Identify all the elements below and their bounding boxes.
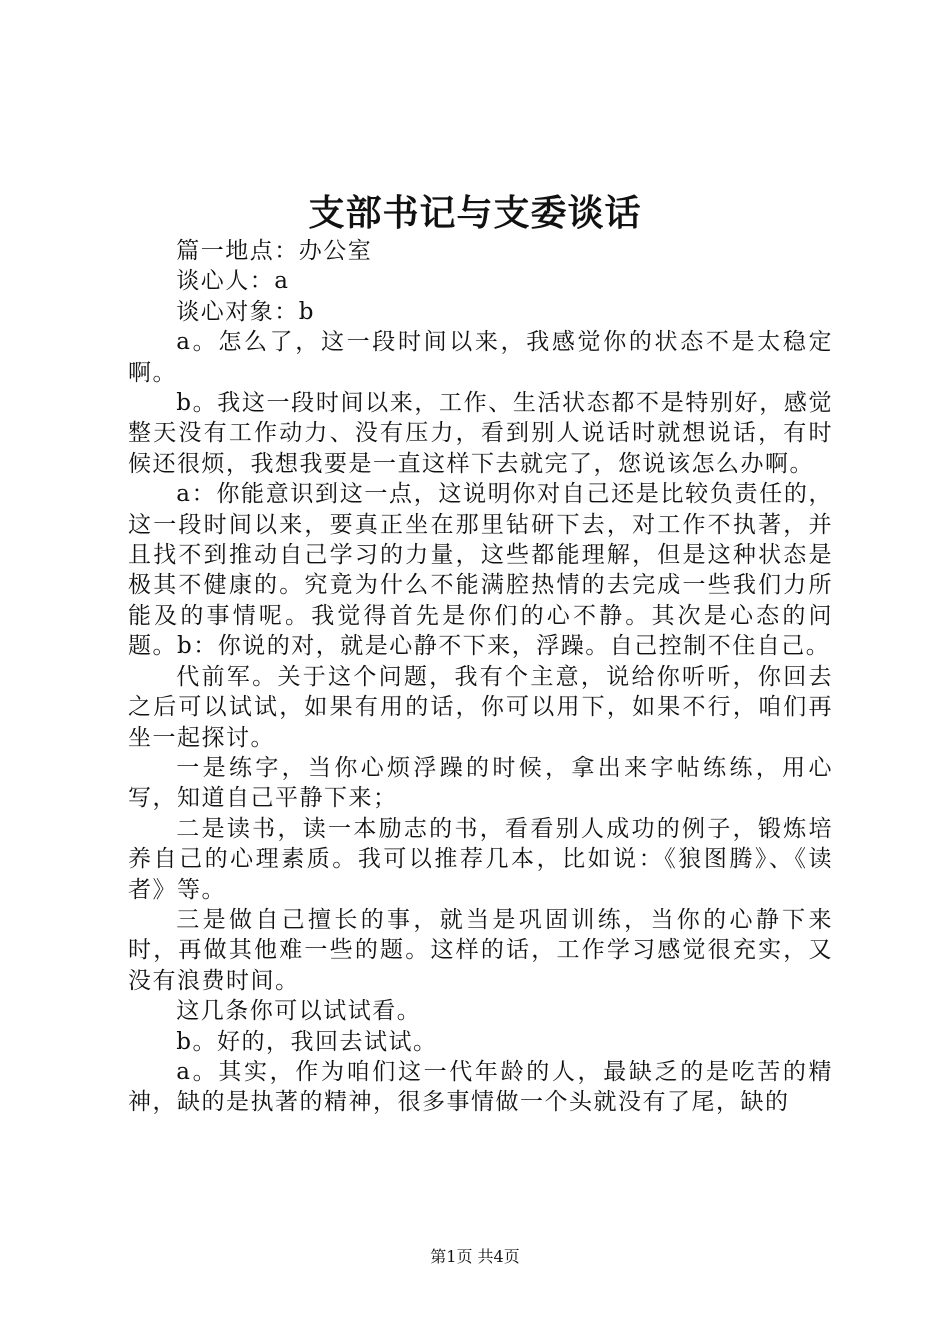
page-footer: 第1页 共4页 xyxy=(430,1247,520,1266)
paragraph: a：你能意识到这一点，这说明你对自己还是比较负责任的，这一段时间以来，要真正坐在那里钻研下去，对工作不执著，并且找不到推动自己学习的力量，这些都能理解，但是这种状态是极其不健康的。究竟为什么不能满腔热情的去完成一些我们力所能及的事情呢。我觉得首先是你们的心不静。其次是心态的问题。b：你说的对，就是心静不下来，浮躁。自己控制不住自己。 xyxy=(128,481,833,660)
paragraph: 谈心对象：b xyxy=(176,298,316,325)
paragraph: a。其实，作为咱们这一代年龄的人，最缺乏的是吃苦的精神，缺的是执著的精神，很多事情做一个头就没有了尾，缺的 xyxy=(128,1058,833,1116)
paragraph: 二是读书，读一本励志的书，看看别人成功的例子，锻炼培养自己的心理素质。我可以推荐几本，比如说：《狼图腾》、《读者》等。 xyxy=(128,815,833,903)
paragraph: 这几条你可以试试看。 xyxy=(176,998,422,1025)
paragraph: 三是做自己擅长的事，就当是巩固训练，当你的心静下来时，再做其他难一些的题。这样的话，工作学习感觉很充实，又没有浪费时间。 xyxy=(128,906,833,994)
paragraph: 代前军。关于这个问题，我有个主意，说给你听听，你回去之后可以试试，如果有用的话，你可以用下，如果不行，咱们再坐一起探讨。 xyxy=(128,663,833,751)
paragraph: 篇一地点：办公室 xyxy=(176,238,373,264)
document-body xyxy=(128,236,833,1118)
paragraph: 谈心人：a xyxy=(176,268,290,295)
paragraph: a。怎么了，这一段时间以来，我感觉你的状态不是太稳定啊。 xyxy=(128,329,833,386)
document-title: 支部书记与支委谈话 xyxy=(308,193,642,234)
paragraph: b。好的，我回去试试。 xyxy=(176,1028,438,1055)
paragraph: b。我这一段时间以来，工作、生活状态都不是特别好，感觉整天没有工作动力、没有压力，看到别人说话时就想说话，有时候还很烦，我想我要是一直这样下去就完了，您说该怎么办啊。 xyxy=(128,390,833,477)
paragraph: 一是练字，当你心烦浮躁的时候，拿出来字帖练练，用心写，知道自己平静下来； xyxy=(128,754,833,812)
